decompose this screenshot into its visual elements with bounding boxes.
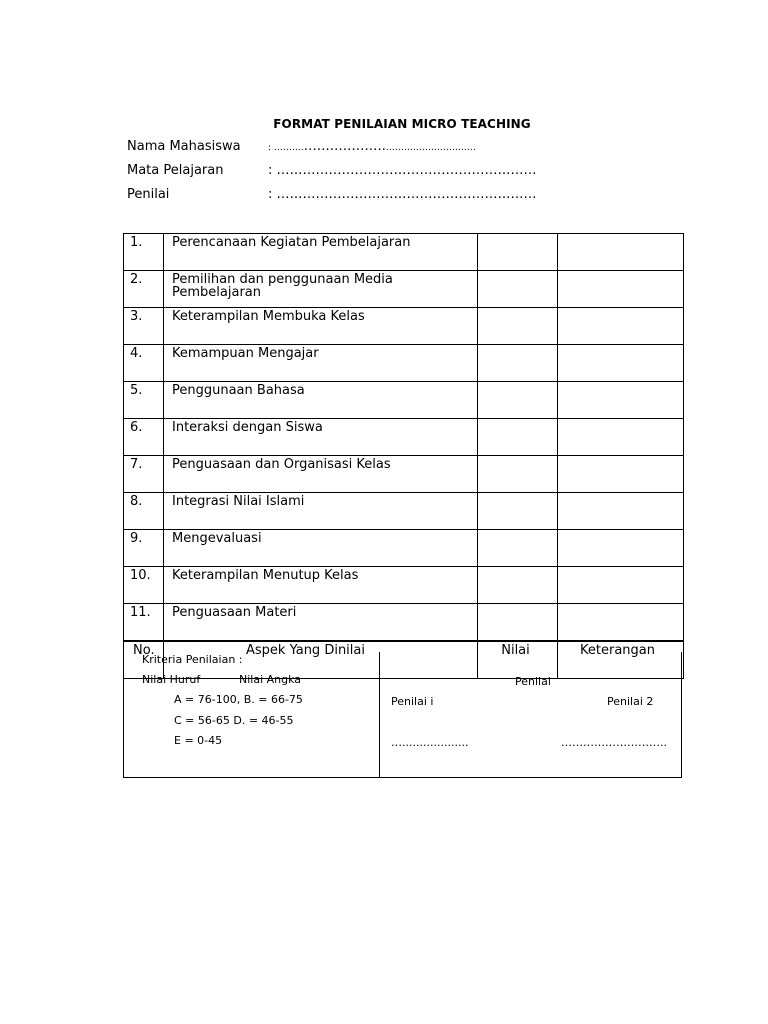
table-row [124,345,684,382]
row-keterangan-cell[interactable] [558,382,684,419]
row-number: 4. [124,345,164,382]
row-keterangan-cell[interactable] [558,456,684,493]
field-nama-suffix: ………………………… [385,143,476,153]
signature-left-line[interactable]: …................... [391,736,469,749]
row-aspect: Keterampilan Membuka Kelas [164,308,478,345]
row-number: 8. [124,493,164,530]
assessment-table [123,233,684,679]
row-keterangan-cell[interactable] [558,493,684,530]
field-nama-main: ………………. [303,139,386,154]
row-aspect: Penguasaan dan Organisasi Kelas [164,456,478,493]
row-aspect: Interaksi dengan Siswa [164,419,478,456]
table-row [124,308,684,345]
row-keterangan-cell[interactable] [558,345,684,382]
table-row [124,493,684,530]
criteria-title: Kriteria Penilaian : [142,653,243,666]
row-aspect: Penguasaan Materi [164,604,478,642]
field-mapel-label: Mata Pelajaran [127,163,224,178]
field-penilai-value: : …………………………………………………… [268,187,537,202]
row-keterangan-cell[interactable] [558,419,684,456]
table-row [124,456,684,493]
field-penilai-label: Penilai [127,187,170,202]
signature-right-label: Penilai 2 [607,695,654,708]
row-number: 5. [124,382,164,419]
signature-right-line[interactable]: ……………………….. [561,736,667,749]
signature-left-label: Penilai i [391,695,434,708]
row-keterangan-cell[interactable] [558,604,684,642]
criteria-line-1: A = 76-100, B. = 66-75 [174,693,303,706]
row-aspect: Keterampilan Menutup Kelas [164,567,478,604]
row-keterangan-cell[interactable] [558,530,684,567]
row-nilai-cell[interactable] [478,234,558,271]
row-nilai-cell[interactable] [478,456,558,493]
page-title: FORMAT PENILAIAN MICRO TEACHING [273,117,531,131]
row-nilai-cell[interactable] [478,345,558,382]
row-number: 6. [124,419,164,456]
row-keterangan-cell[interactable] [558,234,684,271]
footer-divider [379,652,380,777]
row-nilai-cell[interactable] [478,419,558,456]
row-aspect: Penggunaan Bahasa [164,382,478,419]
header-no: No. [124,641,164,679]
row-nilai-cell[interactable] [478,604,558,642]
field-nama-value [268,139,476,154]
row-keterangan-cell[interactable] [558,271,684,308]
table-row [124,234,684,271]
table-row [124,419,684,456]
row-nilai-cell[interactable] [478,493,558,530]
table-row [124,604,684,642]
row-aspect: Kemampuan Mengajar [164,345,478,382]
header-keterangan: Keterangan [558,641,684,679]
signature-heading: Penilai [515,675,551,688]
header-aspect: Aspek Yang Dinilai [164,641,478,679]
row-aspect: Pemilihan dan penggunaan Media Pembelajaran [164,271,478,308]
row-keterangan-cell[interactable] [558,567,684,604]
row-nilai-cell[interactable] [478,530,558,567]
table-row [124,567,684,604]
row-number: 1. [124,234,164,271]
row-keterangan-cell[interactable] [558,308,684,345]
row-number: 10. [124,567,164,604]
criteria-line-3: E = 0-45 [174,734,223,747]
row-aspect: Mengevaluasi [164,530,478,567]
table-row [124,271,684,308]
row-nilai-cell[interactable] [478,567,558,604]
field-nama-prefix: : ………. [268,143,304,153]
row-nilai-cell[interactable] [478,271,558,308]
criteria-line-2: C = 56-65 D. = 46-55 [174,714,294,727]
field-mapel-value: : …………………………………………………… [268,163,537,178]
row-number: 3. [124,308,164,345]
row-number: 11. [124,604,164,642]
row-nilai-cell[interactable] [478,382,558,419]
table-row [124,530,684,567]
row-number: 7. [124,456,164,493]
row-aspect: Integrasi Nilai Islami [164,493,478,530]
row-number: 9. [124,530,164,567]
header-nilai: Nilai [478,641,558,679]
criteria-col-angka: Nilai Angka [239,673,302,686]
table-row [124,382,684,419]
row-aspect: Perencanaan Kegiatan Pembelajaran [164,234,478,271]
row-nilai-cell[interactable] [478,308,558,345]
row-number: 2. [124,271,164,308]
footer-box [123,652,682,778]
criteria-col-huruf: Nilai Huruf [142,673,201,686]
field-nama-label: Nama Mahasiswa [127,139,241,154]
